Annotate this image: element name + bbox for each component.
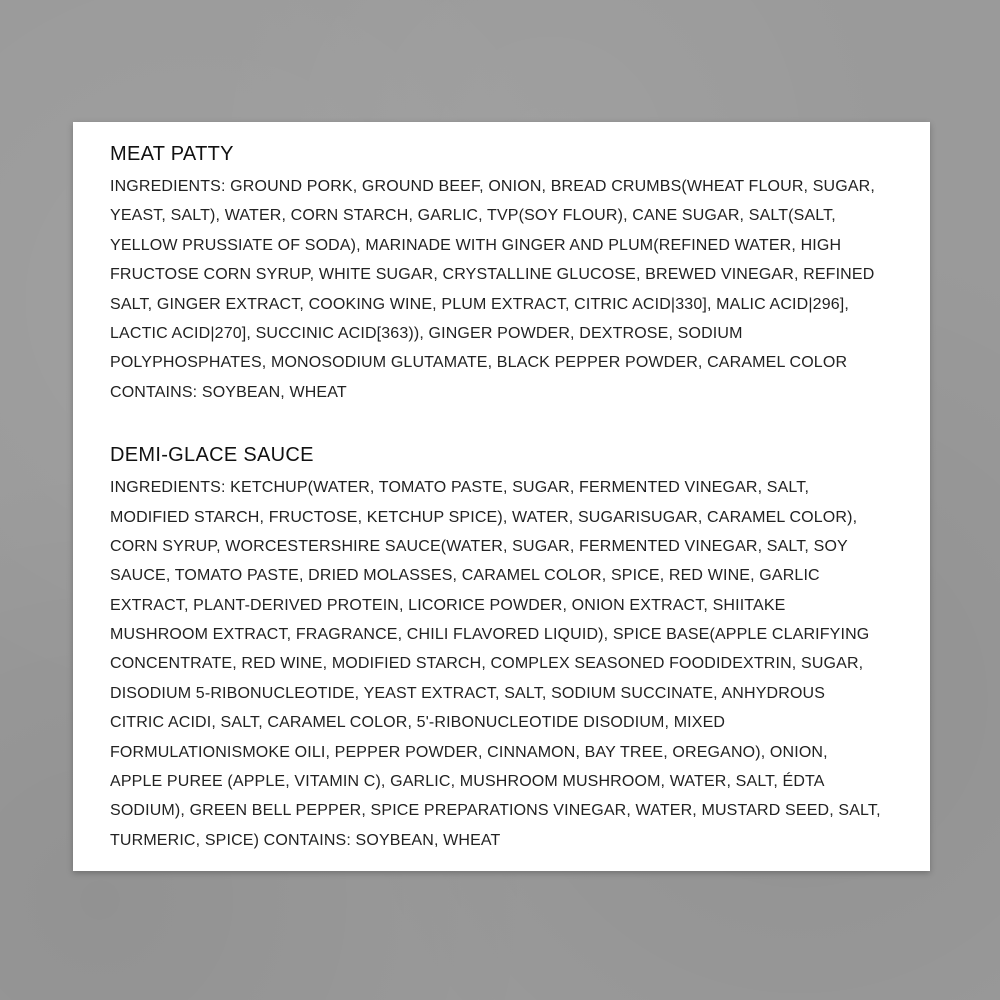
ingredients-line: POLYPHOSPHATES, MONOSODIUM GLUTAMATE, BLACK PEPPER POWDER, CARAMEL COLOR bbox=[110, 354, 848, 372]
ingredients-line: APPLE PUREE (APPLE, VITAMIN C), GARLIC, MUSHROOM MUSHROOM, WATER, SALT, ÉDTA bbox=[110, 773, 825, 791]
ingredients-line: FRUCTOSE CORN SYRUP, WHITE SUGAR, CRYSTALLINE GLUCOSE, BREWED VINEGAR, REFINED bbox=[110, 266, 875, 284]
ingredients-line: MUSHROOM EXTRACT, FRAGRANCE, CHILI FLAVORED LIQUID), SPICE BASE(APPLE CLARIFYING bbox=[110, 626, 870, 644]
ingredients-line: CONCENTRATE, RED WINE, MODIFIED STARCH, COMPLEX SEASONED FOODIDEXTRIN, SUGAR, bbox=[110, 655, 864, 673]
section-title: DEMI-GLACE SAUCE bbox=[110, 444, 314, 467]
ingredients-line: EXTRACT, PLANT-DERIVED PROTEIN, LICORICE POWDER, ONION EXTRACT, SHIITAKE bbox=[110, 596, 786, 614]
ingredients-line: MODIFIED STARCH, FRUCTOSE, KETCHUP SPICE), WATER, SUGARISUGAR, CARAMEL COLOR), bbox=[110, 508, 858, 526]
ingredients-line: INGREDIENTS: KETCHUP(WATER, TOMATO PASTE, SUGAR, FERMENTED VINEGAR, SALT, bbox=[110, 479, 810, 497]
ingredients-line: YEAST, SALT), WATER, CORN STARCH, GARLIC, TVP(SOY FLOUR), CANE SUGAR, SALT(SALT, bbox=[110, 207, 836, 225]
ingredients-line: DISODIUM 5-RIBONUCLEOTIDE, YEAST EXTRACT, SALT, SODIUM SUCCINATE, ANHYDROUS bbox=[110, 684, 826, 702]
meat-patty-section bbox=[110, 142, 910, 407]
ingredients-text bbox=[110, 473, 910, 855]
ingredients-line: LACTIC ACID|270], SUCCINIC ACID[363)), GINGER POWDER, DEXTROSE, SODIUM bbox=[110, 324, 743, 342]
ingredients-line: SAUCE, TOMATO PASTE, DRIED MOLASSES, CARAMEL COLOR, SPICE, RED WINE, GARLIC bbox=[110, 567, 820, 585]
contains-line: TURMERIC, SPICE) CONTAINS: SOYBEAN, WHEAT bbox=[110, 831, 501, 849]
ingredient-label-card bbox=[73, 122, 930, 871]
ingredients-line: CITRIC ACIDI, SALT, CARAMEL COLOR, 5'-RIBONUCLEOTIDE DISODIUM, MIXED bbox=[110, 714, 726, 732]
ingredients-line: SODIUM), GREEN BELL PEPPER, SPICE PREPARATIONS VINEGAR, WATER, MUSTARD SEED, SALT, bbox=[110, 802, 881, 820]
demi-glace-sauce-section bbox=[110, 443, 910, 855]
section-title: MEAT PATTY bbox=[110, 143, 234, 165]
section-spacer bbox=[110, 407, 910, 443]
ingredients-line: INGREDIENTS: GROUND PORK, GROUND BEEF, ONION, BREAD CRUMBS(WHEAT FLOUR, SUGAR, bbox=[110, 178, 875, 195]
contains-line: CONTAINS: SOYBEAN, WHEAT bbox=[110, 383, 347, 401]
ingredients-text bbox=[110, 172, 910, 407]
ingredients-line: FORMULATIONISMOKE OILI, PEPPER POWDER, CINNAMON, BAY TREE, OREGANO), ONION, bbox=[110, 743, 828, 761]
ingredients-line: YELLOW PRUSSIATE OF SODA), MARINADE WITH GINGER AND PLUM(REFINED WATER, HIGH bbox=[110, 236, 842, 254]
ingredients-line: SALT, GINGER EXTRACT, COOKING WINE, PLUM EXTRACT, CITRIC ACID|330], MALIC ACID|296], bbox=[110, 295, 849, 313]
ingredients-line: CORN SYRUP, WORCESTERSHIRE SAUCE(WATER, SUGAR, FERMENTED VINEGAR, SALT, SOY bbox=[110, 537, 848, 555]
